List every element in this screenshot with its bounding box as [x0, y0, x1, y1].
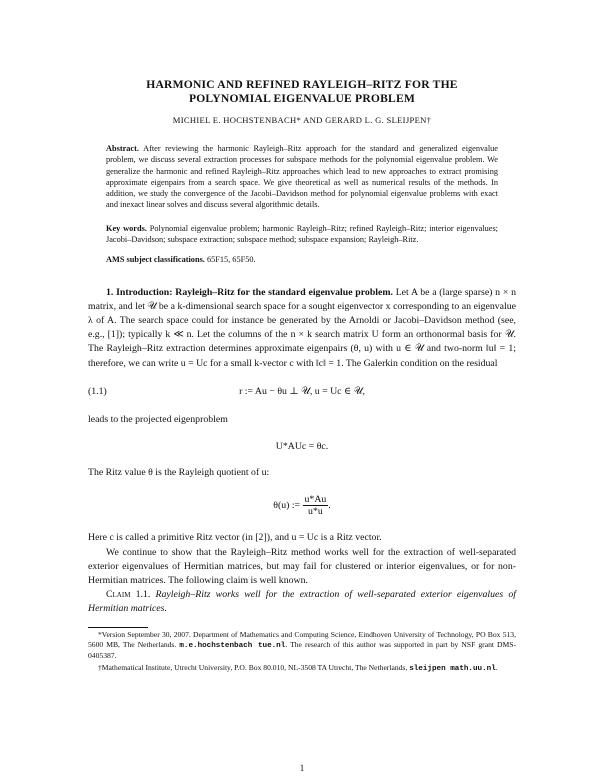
- equation-number: (1.1): [88, 385, 107, 397]
- keywords-text: Polynomial eigenvalue problem; harmonic Rayleigh–Ritz; refined Rayleigh–Ritz; interior eigenvalues; Jacobi–Davidson; subspace extraction; subspace method; subspace expansion; Rayleigh–Ritz.: [106, 223, 498, 245]
- abstract-text: After reviewing the harmonic Rayleigh–Ritz approach for the standard and generalized eigenvalue problem, we discuss several extraction processes for subspace methods for the polynomial eigenvalue problem. We generalize the harmonic and refined Rayleigh–Ritz approaches which lead to new approaches to extract promising approximate eigenpairs from a search space. We give theoretical as well as numerical results of the methods. In addition, we study the convergence of the Jacobi–Davidson method for polynomial eigenvalue problems with exact and inexact linear solves and discuss several algorithmic details.: [106, 144, 498, 210]
- authors: MICHIEL E. HOCHSTENBACH* AND GERARD L. G. SLEIJPEN†: [172, 115, 432, 125]
- footnote-1-text: *Version September 30, 2007. Department of Mathematics and Computing Science, Eindhoven University of Technology, PO Box 513, 5600 MB, The Netherlands.: [88, 629, 516, 649]
- projected-eigenproblem-equation: U*AUc = θc.: [275, 441, 329, 453]
- rayleigh-quotient-equation: [88, 494, 516, 517]
- equation-body: r := Au − θu ⊥ 𝒰, u = Uc ∈ 𝒰,: [239, 385, 365, 397]
- page-number: 1: [299, 763, 305, 773]
- rq-period: .: [328, 500, 331, 512]
- claim-1-1: [88, 588, 516, 616]
- title-line-1: HARMONIC AND REFINED RAYLEIGH–RITZ FOR THE: [146, 78, 458, 91]
- title-line-2: POLYNOMIAL EIGENVALUE PROBLEM: [188, 92, 416, 105]
- abstract-label: Abstract.: [106, 144, 139, 153]
- footnote-1-email: m.e.hochstenbach tue.nl: [179, 641, 286, 650]
- footnote-2-end: .: [495, 663, 498, 673]
- keywords: [106, 223, 498, 246]
- footnote-1: [88, 630, 516, 662]
- ams-text: 65F15, 65F50.: [206, 255, 256, 265]
- paper-page: [88, 78, 517, 773]
- section-1-text-4: Here c is called a primitive Ritz vector (in [2]), and u = Uc is a Ritz vector.: [88, 532, 382, 544]
- section-1-text-3: The Ritz value θ is the Rayleigh quotient of u:: [88, 467, 270, 479]
- ams-classification: [106, 254, 498, 265]
- keywords-label: Key words.: [106, 223, 147, 233]
- rq-denominator: u*u: [308, 506, 323, 518]
- paper-title: [88, 78, 516, 106]
- footnote-rule: [88, 627, 148, 628]
- section-1-paragraph-1: [88, 286, 516, 371]
- footnote-1-text-2: . The research of this author was supported in part by NSF grant DMS-0405387.: [88, 639, 517, 661]
- section-1-text-1: Let A be a (large sparse) n × n matrix, and let 𝒰 be a k-dimensional search space for a sought eigenvector x corresponding to an eigenvalue λ of A. The search space could for instance be generated by the Arnoldi or Jacobi–Davidson method (see, e.g., [1]); typically k ≪ n. Let the columns of the n × k search matrix U form an orthonormal basis for 𝒰. The Rayleigh–Ritz extraction determines approximate eigenpairs (θ, u) with u ∈ 𝒰 and two-norm ‖u‖ = 1; therefore, we can write u = Uc for a small k-vector c with ‖c‖ = 1. The Galerkin condition on the residual: [88, 286, 516, 369]
- footnote-2-email: sleijpen math.uu.nl: [409, 665, 496, 674]
- claim-label: Claim 1.1.: [106, 589, 151, 601]
- claim-text: Rayleigh–Ritz works well for the extraction of well-separated exterior eigenvalues of Hermitian matrices.: [88, 589, 516, 615]
- section-1-text-2: leads to the projected eigenproblem: [88, 413, 228, 425]
- equation-1-1: [88, 383, 516, 401]
- footnote-2: [88, 663, 516, 674]
- rq-numerator: u*Au: [304, 494, 327, 506]
- section-1-heading: 1. Introduction: Rayleigh–Ritz for the standard eigenvalue problem.: [106, 286, 393, 298]
- ams-label: AMS subject classifications.: [106, 255, 205, 265]
- rq-fraction: [303, 494, 329, 517]
- section-1-text-5: We continue to show that the Rayleigh–Ritz method works well for the extraction of well-separated exterior eigenvalues of Hermitian matrices, but may fail for clustered or interior eigenvalues, or for non-Hermitian matrices. The following claim is well known.: [88, 546, 516, 586]
- rq-lhs: θ(u) :=: [273, 500, 301, 512]
- abstract: [106, 143, 498, 211]
- footnote-2-text: †Mathematical Institute, Utrecht University, P.O. Box 80.010, NL-3508 TA Utrecht, The Netherlands,: [98, 663, 408, 673]
